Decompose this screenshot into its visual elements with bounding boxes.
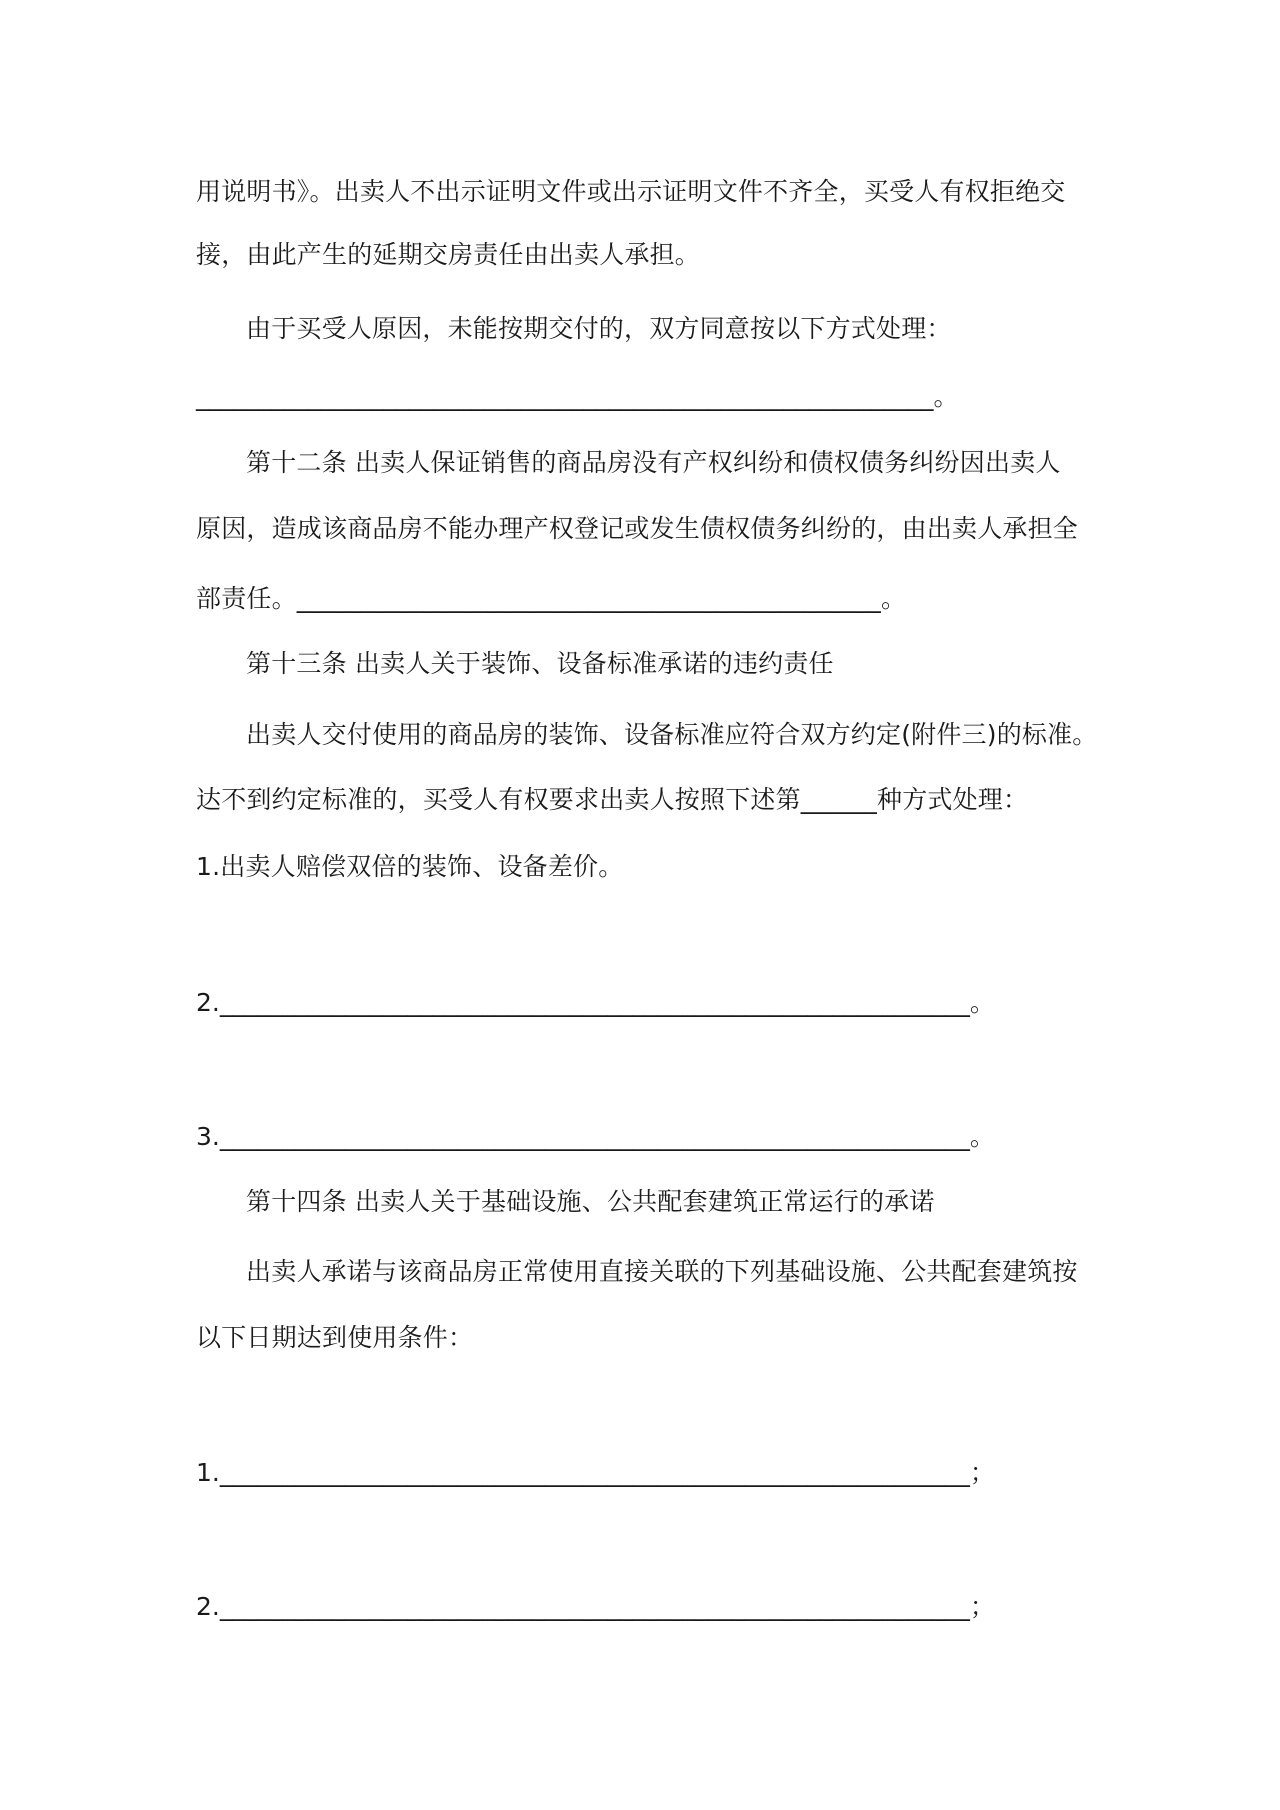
- paragraph-line: 以下日期达到使用条件：: [196, 1323, 474, 1352]
- list-item-blank: 3.____________________________________________________________。: [196, 1122, 995, 1151]
- list-item-blank: 2.____________________________________________________________。: [196, 988, 995, 1017]
- fill-in-blank: ___________________________________________________________。: [196, 382, 959, 411]
- article-14-heading: 第十四条 出卖人关于基础设施、公共配套建筑正常运行的承诺: [246, 1187, 935, 1216]
- paragraph-line: 由于买受人原因，未能按期交付的，双方同意按以下方式处理：: [246, 314, 952, 343]
- paragraph-line: 出卖人承诺与该商品房正常使用直接关联的下列基础设施、公共配套建筑按: [246, 1257, 1078, 1286]
- article-13-heading: 第十三条 出卖人关于装饰、设备标准承诺的违约责任: [246, 649, 834, 678]
- paragraph-line: 用说明书》。出卖人不出示证明文件或出示证明文件不齐全，买受人有权拒绝交: [196, 177, 1066, 206]
- article-12-heading: 第十二条 出卖人保证销售的商品房没有产权纠纷和债权债务纠纷因出卖人: [246, 448, 1061, 477]
- list-item: 1.出卖人赔偿双倍的装饰、设备差价。: [196, 852, 624, 881]
- paragraph-line: 出卖人交付使用的商品房的装饰、设备标准应符合双方约定(附件三)的标准。: [246, 720, 1098, 749]
- paragraph-line: 部责任。______________________________________________。: [196, 584, 907, 613]
- paragraph-line: 达不到约定标准的，买受人有权要求出卖人按照下述第______种方式处理：: [196, 785, 1029, 814]
- list-item-blank: 1.____________________________________________________________；: [196, 1458, 995, 1487]
- list-item-blank: 2.____________________________________________________________；: [196, 1592, 995, 1621]
- paragraph-line: 接，由此产生的延期交房责任由出卖人承担。: [196, 240, 701, 269]
- paragraph-line: 原因，造成该商品房不能办理产权登记或发生债权债务纠纷的，由出卖人承担全: [196, 514, 1079, 543]
